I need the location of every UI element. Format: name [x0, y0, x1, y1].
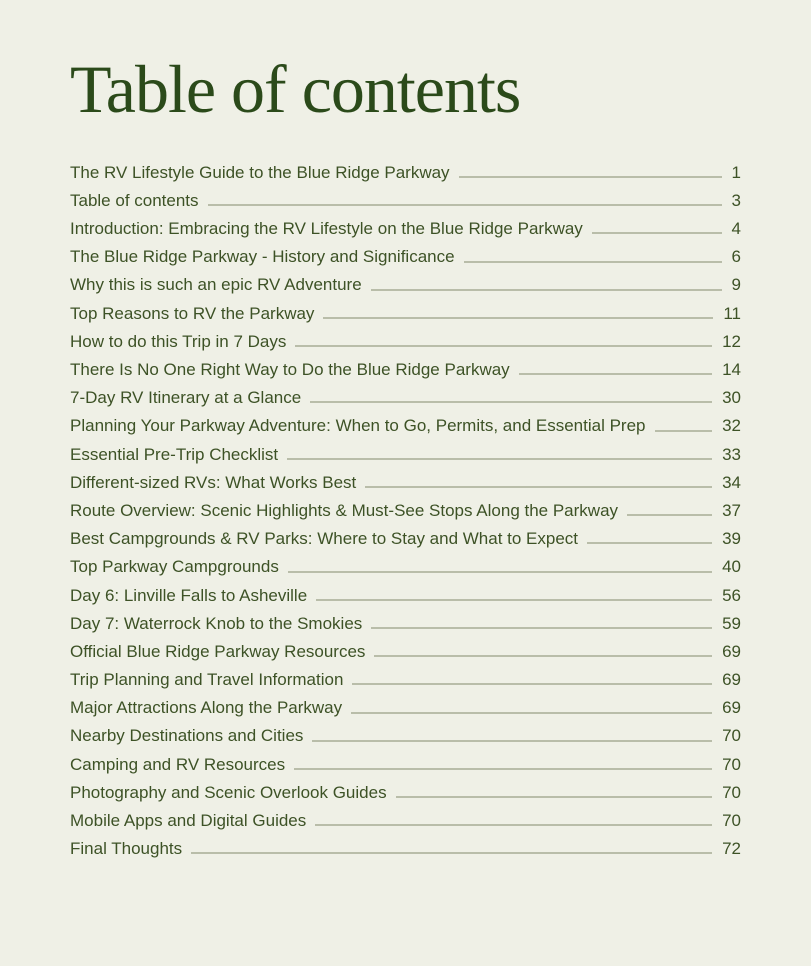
toc-entry[interactable]: [70, 549, 741, 577]
toc-entry[interactable]: [70, 155, 741, 183]
toc-leader-line: [655, 430, 713, 432]
toc-entry-label: Final Thoughts: [70, 839, 183, 859]
toc-entry[interactable]: [70, 408, 741, 436]
toc-entry[interactable]: [70, 662, 741, 690]
toc-leader-line: [316, 599, 712, 601]
toc-leader-line: [519, 373, 712, 375]
toc-entry-label: Photography and Scenic Overlook Guides: [70, 782, 387, 802]
toc-entry[interactable]: [70, 296, 741, 324]
toc-entry-page-number: 69: [722, 641, 741, 661]
toc-entry-label: Camping and RV Resources: [70, 754, 286, 774]
toc-leader-line: [288, 571, 712, 573]
toc-leader-line: [459, 176, 722, 178]
page-title: Table of contents: [70, 51, 521, 127]
toc-entry-page-number: 32: [722, 416, 741, 436]
toc-entry[interactable]: [70, 831, 741, 859]
toc-entry-label: Top Reasons to RV the Parkway: [70, 303, 315, 323]
toc-leader-line: [323, 317, 713, 319]
toc-leader-line: [371, 289, 722, 291]
toc-entry-label: Mobile Apps and Digital Guides: [70, 811, 307, 831]
toc-entry[interactable]: [70, 493, 741, 521]
toc-entry-page-number: 40: [722, 557, 741, 577]
toc-entry-label: Table of contents: [70, 190, 199, 210]
toc-entry[interactable]: [70, 239, 741, 267]
toc-entry-page-number: 12: [722, 331, 741, 351]
toc-entry[interactable]: [70, 324, 741, 352]
toc-entry-page-number: 72: [722, 839, 741, 859]
toc-leader-line: [315, 824, 712, 826]
toc-entry-page-number: 3: [731, 190, 741, 210]
toc-entry-page-number: 69: [722, 670, 741, 690]
toc-entry[interactable]: [70, 211, 741, 239]
toc-entry-page-number: 70: [722, 754, 741, 774]
toc-entry[interactable]: [70, 465, 741, 493]
toc-entry[interactable]: [70, 352, 741, 380]
toc-entry[interactable]: [70, 775, 741, 803]
toc-entry-page-number: 6: [731, 247, 741, 267]
toc-entry[interactable]: [70, 747, 741, 775]
toc-entry[interactable]: [70, 437, 741, 465]
toc-entry[interactable]: [70, 578, 741, 606]
toc-entry-label: 7-Day RV Itinerary at a Glance: [70, 388, 302, 408]
toc-entry-page-number: 56: [722, 585, 741, 605]
toc-entry-label: Different-sized RVs: What Works Best: [70, 472, 357, 492]
toc-leader-line: [208, 204, 722, 206]
toc-entry-label: Day 6: Linville Falls to Asheville: [70, 585, 308, 605]
toc-entry-label: Trip Planning and Travel Information: [70, 670, 344, 690]
toc-entry[interactable]: [70, 719, 741, 747]
toc-leader-line: [396, 796, 713, 798]
toc-entry-label: The Blue Ridge Parkway - History and Significance: [70, 247, 455, 267]
toc-entry[interactable]: [70, 521, 741, 549]
toc-leader-line: [294, 768, 712, 770]
toc-entry-page-number: 70: [722, 811, 741, 831]
toc-entry-label: Top Parkway Campgrounds: [70, 557, 279, 577]
toc-entry-label: Route Overview: Scenic Highlights & Must-See Stops Along the Parkway: [70, 500, 619, 520]
toc-entry-page-number: 70: [722, 782, 741, 802]
toc-entry-page-number: 59: [722, 613, 741, 633]
toc-leader-line: [287, 458, 712, 460]
toc-entry-label: Why this is such an epic RV Adventure: [70, 275, 362, 295]
toc-list: [70, 155, 741, 860]
toc-entry[interactable]: [70, 690, 741, 718]
toc-leader-line: [587, 542, 712, 544]
toc-leader-line: [295, 345, 712, 347]
toc-leader-line: [310, 401, 712, 403]
toc-entry-label: Planning Your Parkway Adventure: When to Go, Permits, and Essential Prep: [70, 416, 646, 436]
toc-leader-line: [371, 627, 712, 629]
toc-leader-line: [351, 712, 712, 714]
toc-entry-label: There Is No One Right Way to Do the Blue Ridge Parkway: [70, 360, 510, 380]
toc-entry-label: Nearby Destinations and Cities: [70, 726, 304, 746]
toc-entry-page-number: 9: [731, 275, 741, 295]
toc-entry[interactable]: [70, 268, 741, 296]
toc-entry-label: Day 7: Waterrock Knob to the Smokies: [70, 613, 363, 633]
toc-leader-line: [592, 232, 722, 234]
toc-entry-page-number: 69: [722, 698, 741, 718]
toc-entry[interactable]: [70, 380, 741, 408]
toc-entry-label: How to do this Trip in 7 Days: [70, 331, 287, 351]
toc-leader-line: [365, 486, 712, 488]
toc-entry-page-number: 1: [731, 162, 741, 182]
toc-entry-page-number: 39: [722, 529, 741, 549]
toc-leader-line: [312, 740, 712, 742]
toc-leader-line: [352, 683, 712, 685]
toc-entry-label: The RV Lifestyle Guide to the Blue Ridge Parkway: [70, 162, 450, 182]
toc-leader-line: [627, 514, 712, 516]
toc-entry[interactable]: [70, 183, 741, 211]
toc-entry-label: Best Campgrounds & RV Parks: Where to Stay and What to Expect: [70, 529, 579, 549]
toc-entry-label: Official Blue Ridge Parkway Resources: [70, 641, 366, 661]
toc-entry-label: Introduction: Embracing the RV Lifestyle on the Blue Ridge Parkway: [70, 219, 583, 239]
toc-entry-page-number: 70: [722, 726, 741, 746]
toc-entry-page-number: 34: [722, 472, 741, 492]
toc-entry-page-number: 11: [723, 303, 741, 323]
toc-entry-page-number: 37: [722, 500, 741, 520]
toc-entry-page-number: 14: [722, 360, 741, 380]
toc-entry[interactable]: [70, 634, 741, 662]
toc-entry-page-number: 33: [722, 444, 741, 464]
toc-entry[interactable]: [70, 803, 741, 831]
toc-leader-line: [191, 852, 712, 854]
toc-entry-label: Essential Pre-Trip Checklist: [70, 444, 279, 464]
toc-entry[interactable]: [70, 606, 741, 634]
toc-entry-page-number: 4: [731, 219, 741, 239]
toc-leader-line: [464, 261, 722, 263]
toc-entry-page-number: 30: [722, 388, 741, 408]
toc-leader-line: [374, 655, 712, 657]
toc-entry-label: Major Attractions Along the Parkway: [70, 698, 343, 718]
